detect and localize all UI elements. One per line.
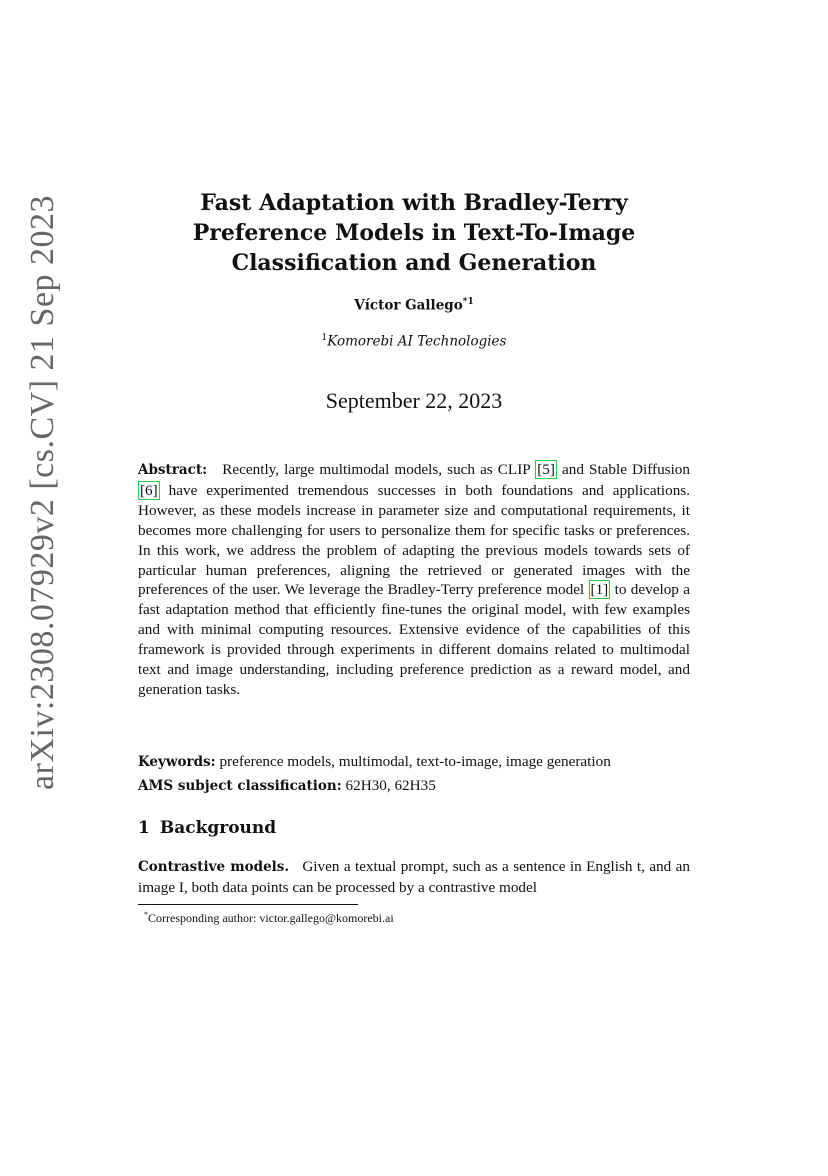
ams-label: AMS subject classification: [138, 778, 342, 794]
abstract-label: Abstract: [138, 462, 208, 478]
paragraph-text: Given a textual prompt, such as a sentence in English t, and an image I, both data points can be processed by a contrastive model [138, 858, 690, 896]
keywords-block [138, 750, 698, 798]
arxiv-identifier: arXiv:2308.07929v2 [cs.CV] 21 Sep 2023 [24, 194, 61, 790]
affiliation [138, 333, 690, 350]
keywords-line [138, 750, 698, 774]
ams-value: 62H30, 62H35 [345, 777, 436, 794]
section-title: Background [159, 818, 277, 838]
footnote-text: Corresponding author: victor.gallego@komorebi.ai [148, 911, 394, 925]
ams-line [138, 774, 698, 798]
keywords-label: Keywords: [138, 754, 216, 770]
abstract [138, 460, 690, 700]
author-marks: *1 [462, 297, 474, 307]
paragraph-lead: Contrastive models. [138, 859, 290, 875]
paper-title: Fast Adaptation with Bradley-Terry Preference Models in Text-To-Image Classification and Generation [192, 190, 636, 276]
section-number: 1 [138, 818, 150, 838]
affiliation-mark: 1 [321, 333, 328, 343]
paper-date: September 22, 2023 [325, 388, 503, 413]
citation-link-1[interactable]: [1] [590, 581, 609, 599]
author-line [138, 297, 690, 314]
abstract-text-1: Recently, large multimodal models, such as CLIP [222, 461, 536, 478]
author-name: Víctor Gallego [354, 297, 463, 314]
section-heading [138, 818, 286, 838]
body-paragraph [138, 857, 690, 898]
citation-link-5[interactable]: [5] [537, 461, 555, 478]
footnote-mark: * [144, 910, 148, 919]
footnote [144, 910, 394, 926]
footnote-rule [138, 904, 358, 905]
abstract-text-3: have experimented tremendous successes in both foundations and applications. However, as these models increase in parameter size and computational requirements, it becomes more challenging for users to personalize them for specific tasks or preferences. In this work, we address the problem of adapting the previous models towards sets of particular human preferences, aligning the retrieved or generated images with the preferences of the user. We leverage the Bradley-Terry preference model [138, 481, 690, 599]
affiliation-name: Komorebi AI Technologies [327, 333, 507, 350]
abstract-text-2: and Stable Diffusion [556, 461, 690, 478]
abstract-text-4: to develop a fast adaptation method that efficiently fine-tunes the original model, with few examples and with minimal computing resources. Extensive evidence of the capabilities of this framework is provided through experiments in different domains related to multimodal text and image understanding, including preference prediction as a reward model, and generation tasks. [138, 581, 690, 698]
keywords-value: preference models, multimodal, text-to-image, image generation [219, 753, 611, 770]
citation-link-6[interactable]: [6] [140, 481, 158, 499]
